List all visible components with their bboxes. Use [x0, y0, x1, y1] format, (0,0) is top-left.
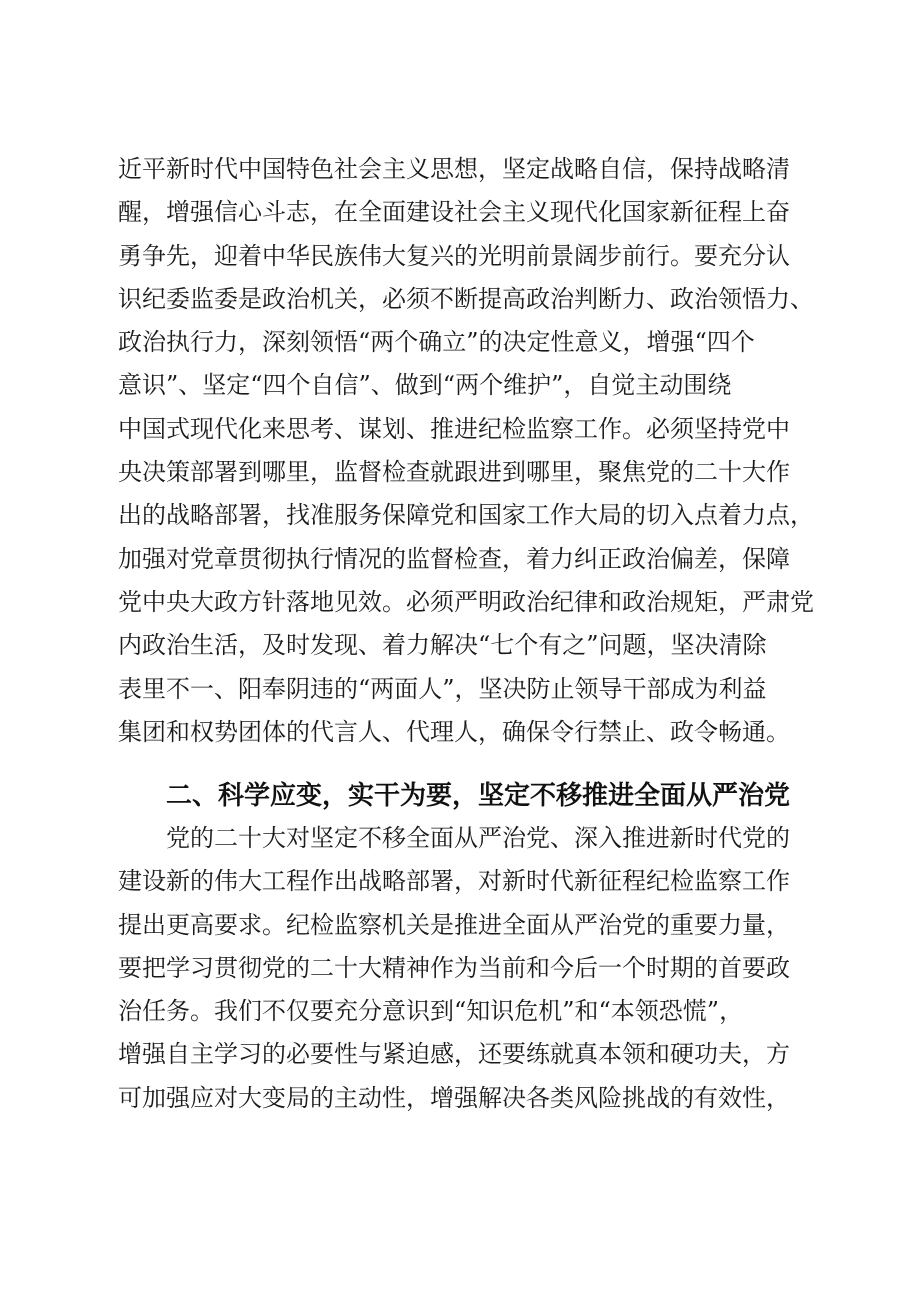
- paragraph-line: 勇争先，迎着中华民族伟大复兴的光明前景阔步前行。要充分认: [118, 241, 790, 270]
- paragraph-line: 意识”、坚定“四个自信”、做到“两个维护”，自觉主动围绕: [118, 371, 732, 400]
- paragraph-2: [118, 817, 830, 1120]
- paragraph-line: 建设新的伟大工程作出战略部署，对新时代新征程纪检监察工作: [118, 867, 790, 896]
- paragraph-line: 增强自主学习的必要性与紧迫感，还要练就真本领和硬功夫，方: [118, 1040, 790, 1069]
- paragraph-line: 表里不一、阳奉阴违的“两面人”，坚决防止领导干部成为利益: [118, 674, 767, 703]
- paragraph-line: 出的战略部署，找准服务保障党和国家工作大局的切入点着力点，: [118, 501, 814, 530]
- paragraph-line: 可加强应对大变局的主动性，增强解决各类风险挑战的有效性，: [118, 1083, 790, 1112]
- paragraph-line: 加强对党章贯彻执行情况的监督检查，着力纠正政治偏差，保障: [118, 544, 790, 573]
- paragraph-line: 近平新时代中国特色社会主义思想，坚定战略自信，保持战略清: [118, 155, 790, 183]
- paragraph-line: 提出更高要求。纪检监察机关是推进全面从严治党的重要力量，: [118, 910, 790, 939]
- section-heading: 二、科学应变，实干为要，坚定不移推进全面从严治党: [166, 781, 791, 811]
- paragraph-line: 集团和权势团体的代言人、代理人，确保令行禁止、政令畅通。: [118, 717, 790, 746]
- paragraph-line: 醒，增强信心斗志，在全面建设社会主义现代化国家新征程上奋: [118, 198, 790, 227]
- paragraph-line: 党的二十大对坚定不移全面从严治党、深入推进新时代党的: [166, 824, 790, 852]
- paragraph-line: 要把学习贯彻党的二十大精神作为当前和今后一个时期的首要政: [118, 953, 790, 982]
- paragraph-1: [118, 148, 830, 754]
- paragraph-line: 央决策部署到哪里，监督检查就跟进到哪里，聚焦党的二十大作: [118, 458, 790, 487]
- paragraph-line: 政治执行力，深刻领悟“两个确立”的决定性意义，增强“四个: [118, 328, 755, 357]
- paragraph-line: 中国式现代化来思考、谋划、推进纪检监察工作。必须坚持党中: [118, 414, 790, 443]
- paragraph-line: 内政治生活，及时发现、着力解决“七个有之”问题，坚决清除: [118, 631, 767, 660]
- paragraph-line: 党中央大政方针落地见效。必须严明政治纪律和政治规矩，严肃党: [118, 587, 814, 616]
- paragraph-line: 治任务。我们不仅要充分意识到“知识危机”和“本领恐慌”，: [118, 997, 744, 1026]
- paragraph-line: 识纪委监委是政治机关，必须不断提高政治判断力、政治领悟力、: [118, 284, 814, 313]
